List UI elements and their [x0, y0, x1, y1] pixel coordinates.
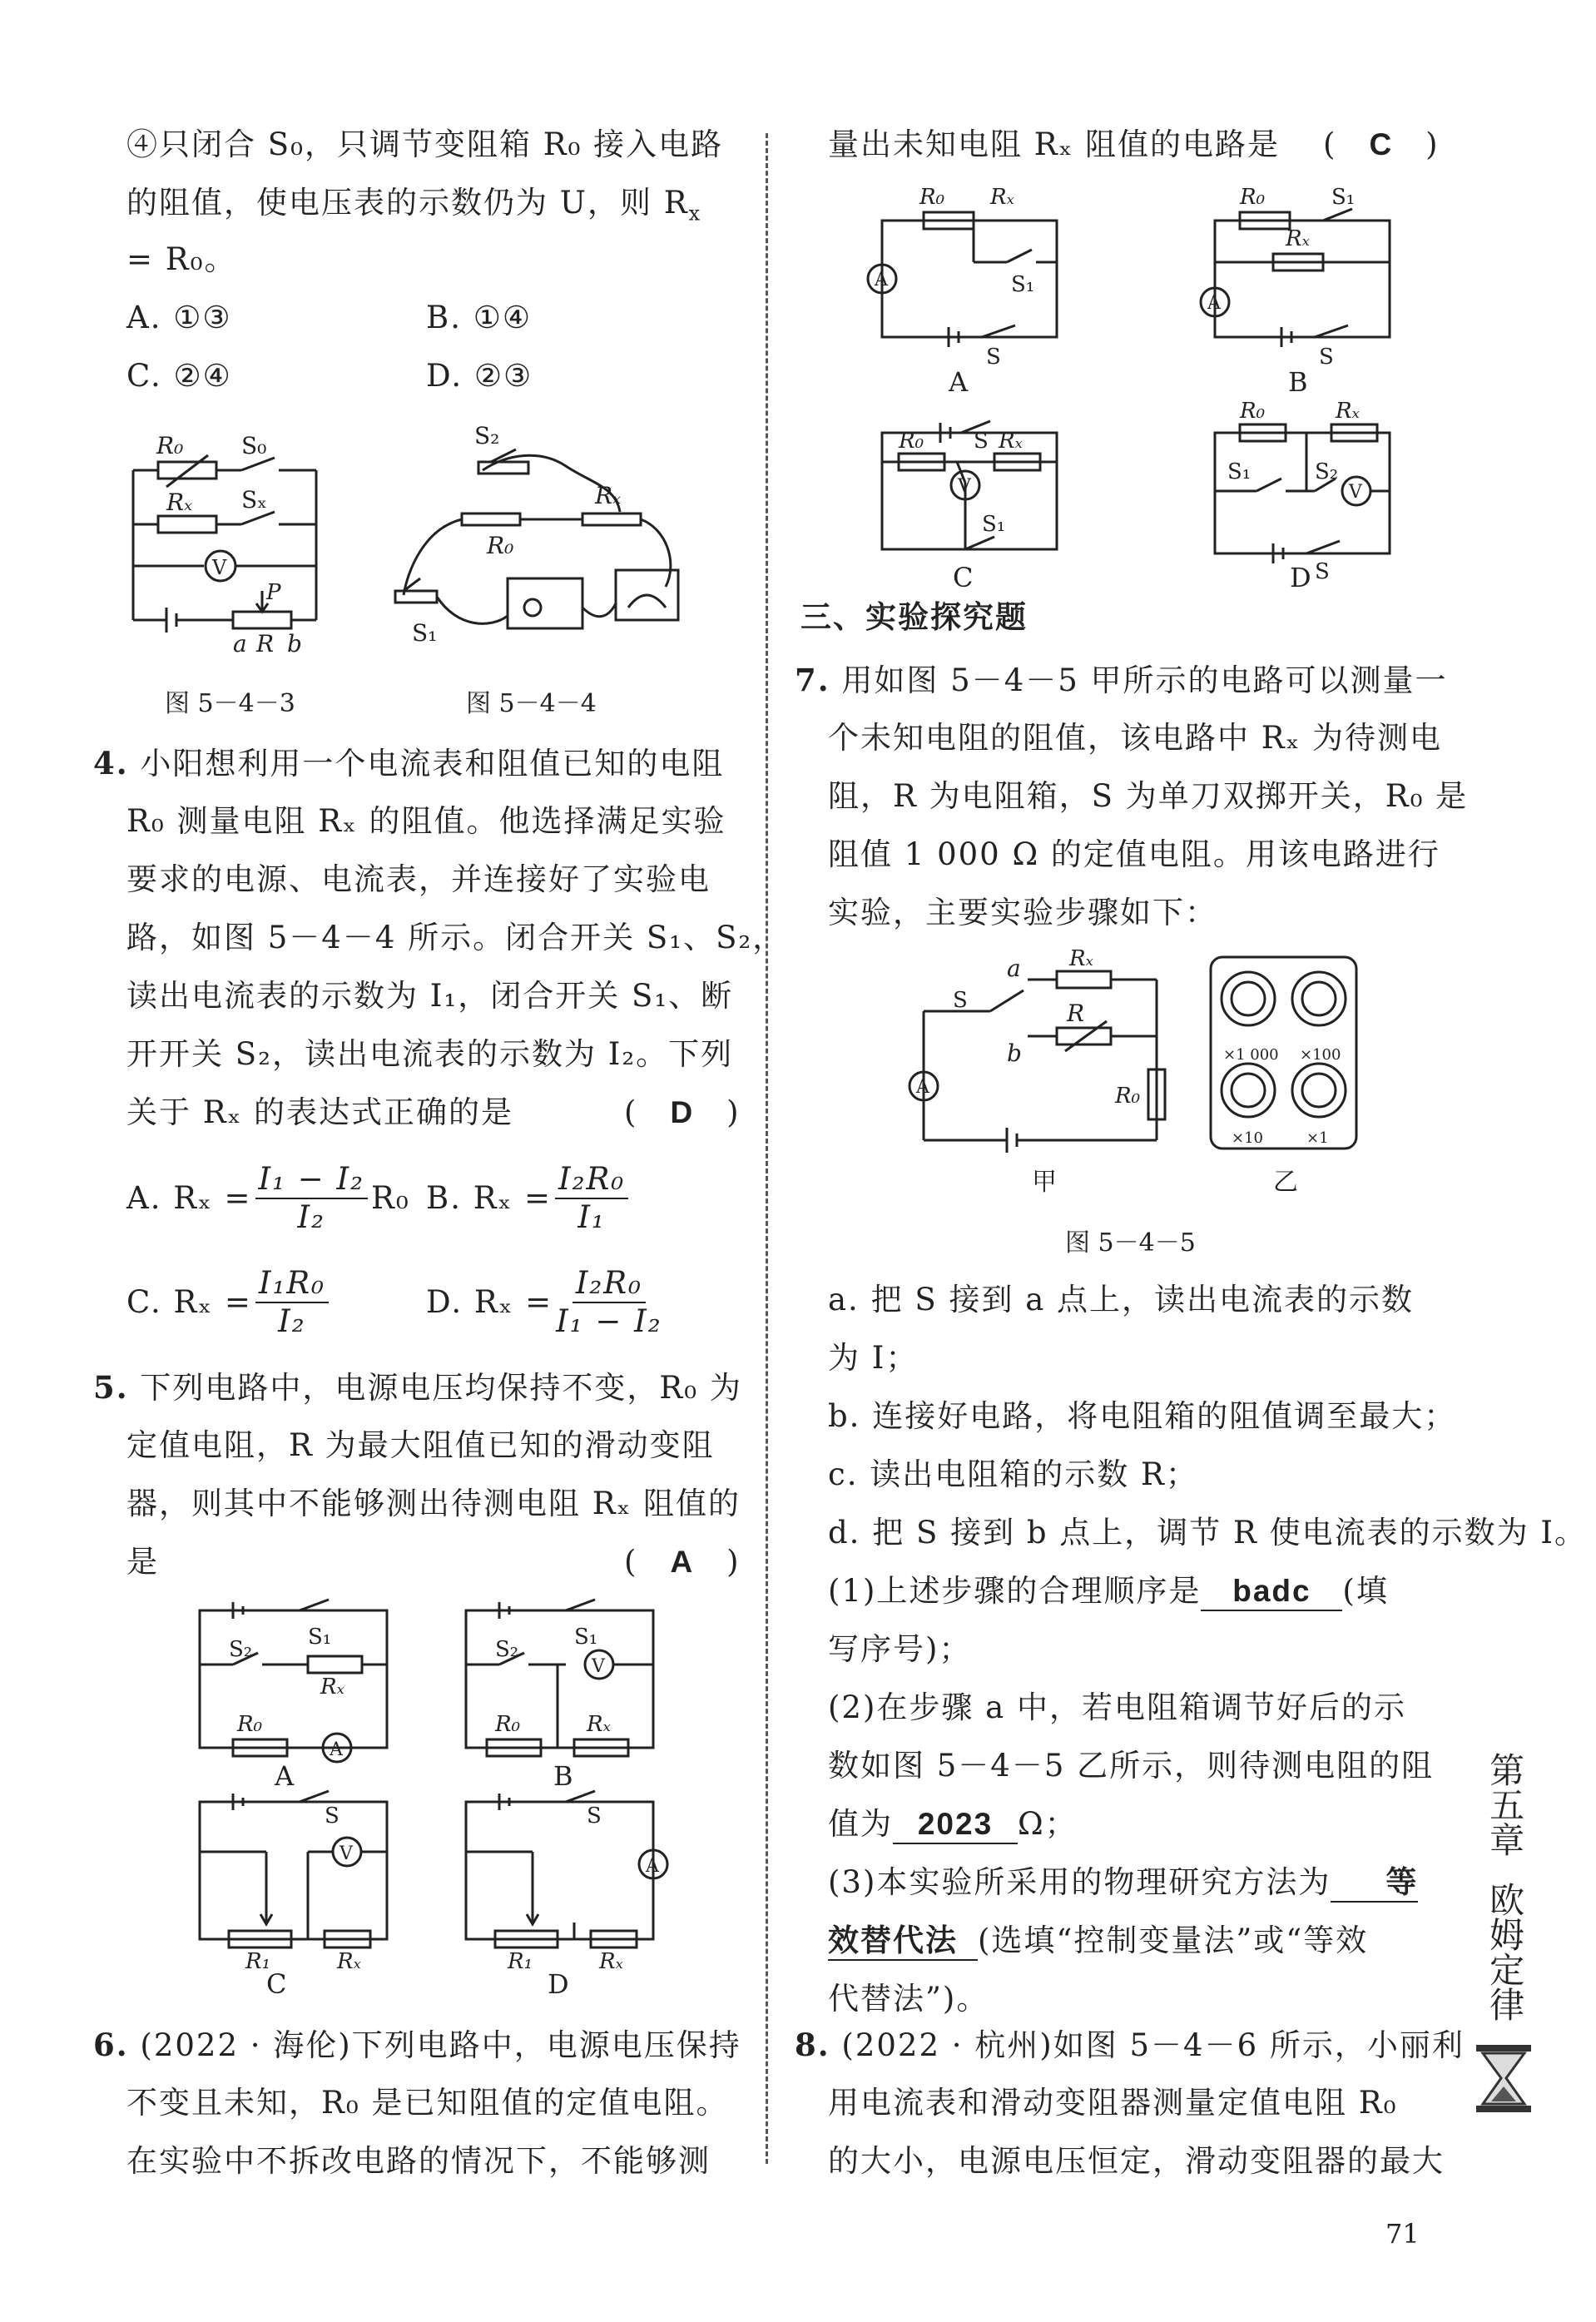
q5b-option-label: B	[553, 1760, 573, 1789]
q6c-rx-label: Rₓ	[999, 429, 1023, 454]
q7-part2-prefix: 值为	[828, 1806, 893, 1842]
figure-5-4-3-caption: 图 5－4－3	[165, 689, 295, 718]
q4-option-b-denominator: I₁	[577, 1199, 606, 1236]
q4-option-c-label: C. Rₓ =	[126, 1284, 252, 1321]
q5d-rx-label: Rₓ	[599, 1949, 623, 1974]
q7-part2-line1: (2)在步骤 a 中，若电阻箱调节好后的示	[828, 1689, 1406, 1725]
q5a-s1-label: S₁	[308, 1625, 332, 1650]
fig544-r0-label: R₀	[487, 532, 514, 559]
q5-line1-text: 下列电路中，电源电压均保持不变，R₀ 为	[140, 1370, 742, 1406]
fig543-s0-label: S₀	[241, 432, 267, 459]
q7-part3-text: (3)本实验所采用的物理研究方法为	[828, 1864, 1331, 1900]
q6-line1-text: (2022 · 海伦)下列电路中，电源电压保持	[140, 2027, 741, 2063]
q7-part1-tail: (填	[1342, 1573, 1389, 1609]
q4-option-c-numerator: I₁R₀	[255, 1265, 329, 1303]
q5c-rx-label: Rₓ	[337, 1949, 361, 1974]
figure-5-4-5-yi	[1207, 953, 1365, 1194]
q6-line3: 在实验中不拆改电路的情况下，不能够测	[126, 2143, 711, 2179]
box-x100-label: ×100	[1300, 1046, 1341, 1064]
q6a-r0-label: R₀	[919, 185, 944, 210]
q3-option-d: D. ②③	[426, 358, 533, 394]
fig545-rx-label: Rₓ	[1069, 946, 1093, 971]
q4-answer: D	[670, 1095, 695, 1129]
q6-circuit-a	[849, 179, 1073, 395]
q7-line1	[795, 662, 1448, 699]
q7-part3-line1	[828, 1864, 1418, 1903]
fig545-a-label: a	[1007, 955, 1021, 982]
q5-line1	[93, 1369, 742, 1407]
q4-answer-bracket: ( D )	[624, 1094, 741, 1130]
q7-part3-line3: 代替法”)。	[828, 1981, 989, 2017]
q7-line4: 阻值 1 000 Ω 的定值电阻。用该电路进行	[828, 836, 1440, 872]
page-number: 71	[1385, 2218, 1420, 2250]
fig544-s2-label: S₂	[474, 422, 500, 449]
fig543-sx-label: Sₓ	[241, 486, 268, 514]
q6-circuit-b	[1190, 179, 1415, 395]
hourglass-icon	[1475, 2043, 1533, 2114]
fig545-r0-label: R₀	[1115, 1084, 1140, 1109]
q6-circuit-c	[849, 399, 1073, 591]
q5d-s-label: S	[587, 1804, 602, 1828]
fig545-jia-label: 甲	[1032, 1168, 1057, 1194]
q6b-s-label: S	[1319, 345, 1334, 370]
q5-circuit-b	[449, 1598, 674, 1789]
q5-answer-bracket: ( A )	[624, 1544, 741, 1580]
q4-option-d-label: D. Rₓ =	[426, 1284, 553, 1321]
fig543-rx-label: Rₓ	[166, 489, 193, 516]
q6-line1	[93, 2027, 741, 2064]
q6d-s2-label: S₂	[1315, 459, 1339, 484]
q6-answer-bracket: ( C )	[1323, 127, 1440, 162]
q6b-option-label: B	[1288, 366, 1308, 395]
q5-line3: 器，则其中不能够测出待测电阻 Rₓ 阻值的	[126, 1486, 741, 1521]
q3-option-c: C. ②④	[126, 358, 232, 394]
q7-step-a-line2: 为 I；	[828, 1340, 919, 1376]
q4-option-c-denominator: I₂	[278, 1303, 306, 1340]
q7-part1-answer: badc	[1201, 1573, 1342, 1611]
q4-option-b-numerator: I₂R₀	[555, 1161, 628, 1199]
q7-part2-line3	[828, 1806, 1078, 1844]
q6d-s-label: S	[1315, 559, 1330, 584]
q4-line1	[93, 745, 724, 782]
q6c-s-label: S	[974, 429, 989, 454]
q6-number: 6.	[93, 2027, 129, 2063]
fig545-ammeter-label: A	[916, 1077, 929, 1098]
q5b-rx-label: Rₓ	[587, 1712, 611, 1737]
figure-5-4-4-caption: 图 5－4－4	[466, 689, 597, 718]
q7-step-a-line1: a. 把 S 接到 a 点上，读出电流表的示数	[828, 1282, 1415, 1317]
q4-number: 4.	[93, 745, 129, 781]
q5-circuit-d	[449, 1789, 674, 1997]
q7-part1-line2: 写序号)；	[828, 1631, 972, 1667]
q5c-voltmeter-label: V	[340, 1843, 353, 1864]
fig543-voltmeter-label: V	[212, 556, 227, 579]
q5a-rx-label: Rₓ	[320, 1675, 344, 1699]
q4-line7: 关于 Rₓ 的表达式正确的是	[126, 1094, 514, 1130]
q4-option-a-denominator: I₂	[297, 1199, 325, 1236]
fig544-s1-label: S₁	[412, 619, 438, 647]
q6a-option-label: A	[949, 366, 969, 395]
q8-line2: 用电流表和滑动变阻器测量定值电阻 R₀	[828, 2085, 1398, 2121]
fig543-p-label: P	[266, 580, 281, 605]
q7-step-c: c. 读出电阻箱的示数 R；	[828, 1456, 1198, 1492]
q6-line2: 不变且未知，R₀ 是已知阻值的定值电阻。	[126, 2085, 729, 2121]
q5a-ammeter-label: A	[330, 1739, 343, 1760]
figure-5-4-4	[391, 420, 691, 657]
q7-step-d: d. 把 S 接到 b 点上，调节 R 使电流表的示数为 I。	[828, 1515, 1588, 1550]
q4-option-a	[126, 1161, 410, 1237]
q7-line1-text: 用如图 5－4－5 甲所示的电路可以测量一	[841, 662, 1448, 698]
q5a-option-label: A	[275, 1760, 295, 1789]
q5-circuit-a	[183, 1598, 408, 1789]
q6-tail-line: 量出未知电阻 Rₓ 阻值的电路是	[828, 127, 1281, 162]
q6b-r0-label: R₀	[1240, 185, 1265, 210]
q3-line1: ④只闭合 S₀，只调节变阻箱 R₀ 接入电路	[126, 127, 724, 162]
q6d-voltmeter-label: V	[1349, 482, 1362, 503]
q5c-s-label: S	[325, 1804, 340, 1828]
q8-line3: 的大小，电源电压恒定，滑动变阻器的最大	[828, 2143, 1445, 2179]
q6b-rx-label: Rₓ	[1286, 226, 1310, 251]
q4-line4: 路，如图 5－4－4 所示。闭合开关 S₁、S₂，	[126, 920, 786, 955]
q7-line2: 个未知电阻的阻值，该电路中 Rₓ 为待测电	[828, 720, 1443, 756]
q4-option-a-tail: R₀	[370, 1180, 410, 1217]
q6c-voltmeter-label: V	[958, 476, 971, 497]
q3-line2-sub: x	[688, 201, 702, 226]
q6a-rx-label: Rₓ	[990, 185, 1014, 210]
q6d-rx-label: Rₓ	[1336, 399, 1360, 424]
fig543-a-label: a	[233, 630, 247, 653]
q7-part2-line2: 数如图 5－4－5 乙所示，则待测电阻的阻	[828, 1748, 1435, 1784]
q4-option-a-numerator: I₁ − I₂	[255, 1161, 368, 1199]
chapter-title: 欧姆定律	[1484, 1882, 1526, 2022]
q5-circuit-c	[183, 1789, 408, 1997]
q4-line5: 读出电流表的示数为 I₁，闭合开关 S₁、断	[126, 978, 734, 1014]
q6c-option-label: C	[953, 562, 974, 591]
q4-option-d-numerator: I₂R₀	[572, 1265, 646, 1303]
q7-number: 7.	[795, 662, 830, 698]
q7-part3-answer-part2: 效替代法	[828, 1923, 978, 1961]
q5-answer: A	[670, 1545, 695, 1579]
q7-part3-options: (选填“控制变量法”或“等效	[978, 1923, 1369, 1958]
chapter-side-tab	[1481, 1752, 1528, 2022]
q6c-r0-label: R₀	[899, 429, 924, 454]
q5d-option-label: D	[548, 1968, 569, 1997]
box-x10-label: ×10	[1232, 1129, 1263, 1147]
q7-line5: 实验，主要实验步骤如下：	[828, 895, 1217, 930]
fig543-b-label: b	[287, 630, 302, 653]
q6a-s1-label: S₁	[1011, 272, 1035, 297]
q6a-s-label: S	[986, 345, 1001, 370]
q6-circuit-d	[1190, 399, 1415, 591]
q4-line3: 要求的电源、电流表，并连接好了实验电	[126, 861, 711, 897]
q8-line1-text: (2022 · 杭州)如图 5－4－6 所示，小丽利	[841, 2027, 1465, 2063]
figure-5-4-3	[116, 420, 333, 653]
q7-part1-text: (1)上述步骤的合理顺序是	[828, 1573, 1202, 1609]
q7-part2-answer: 2023	[893, 1806, 1018, 1844]
q4-option-b	[426, 1161, 632, 1237]
q5-line4: 是	[126, 1544, 159, 1580]
q7-part3-line2	[828, 1923, 1368, 1961]
q8-number: 8.	[795, 2027, 830, 2063]
q5-number: 5.	[93, 1369, 129, 1406]
box-x1-label: ×1	[1306, 1129, 1329, 1147]
q5d-r1-label: R₁	[508, 1949, 533, 1974]
q6b-s1-label: S₁	[1331, 185, 1356, 210]
q6b-ammeter-label: A	[1207, 293, 1221, 314]
q3-line2	[126, 185, 701, 226]
section-heading: 三、实验探究题	[800, 599, 1028, 635]
q7-line3: 阻，R 为电阻箱，S 为单刀双掷开关，R₀ 是	[828, 778, 1469, 814]
fig545-yi-label: 乙	[1273, 1168, 1298, 1194]
q7-part1-line1	[828, 1573, 1389, 1611]
q6a-ammeter-label: A	[875, 270, 888, 290]
figure-5-4-5-caption: 图 5－4－5	[1065, 1228, 1196, 1258]
fig544-rx-label: Rₓ	[595, 482, 622, 509]
q3-line2-text: 的阻值，使电压表的示数仍为 U，则 R	[126, 185, 689, 221]
q8-line1	[795, 2027, 1465, 2064]
box-x1000-label: ×1 000	[1223, 1046, 1279, 1064]
q5c-option-label: C	[266, 1968, 287, 1997]
q6d-s1-label: S₁	[1227, 459, 1252, 484]
q5a-r0-label: R₀	[237, 1712, 262, 1737]
q4-option-d-denominator: I₁ − I₂	[556, 1303, 662, 1340]
fig545-b-label: b	[1007, 1039, 1022, 1067]
q5a-s2-label: S₂	[229, 1637, 253, 1662]
column-divider	[766, 133, 768, 2164]
q5d-ammeter-label: A	[646, 1856, 659, 1877]
fig543-r-label: R	[256, 630, 275, 653]
q5b-voltmeter-label: V	[592, 1656, 605, 1677]
q5-line2: 定值电阻，R 为最大阻值已知的滑动变阻	[126, 1427, 715, 1463]
fig545-s-label: S	[953, 988, 968, 1013]
q4-line2: R₀ 测量电阻 Rₓ 的阻值。他选择满足实验	[126, 803, 726, 839]
q3-option-b: B. ①④	[426, 300, 533, 335]
q7-step-b: b. 连接好电路，将电阻箱的阻值调至最大；	[828, 1398, 1457, 1434]
chapter-label: 第五章	[1484, 1752, 1526, 1857]
figure-5-4-5-jia	[890, 945, 1182, 1194]
q6d-option-label: D	[1290, 562, 1311, 591]
q3-option-a: A. ①③	[126, 300, 232, 335]
fig545-r-label: R	[1067, 1000, 1085, 1027]
q5b-s1-label: S₁	[574, 1625, 598, 1650]
q4-option-b-label: B. Rₓ =	[426, 1180, 553, 1217]
q5b-s2-label: S₂	[495, 1637, 519, 1662]
q6c-s1-label: S₁	[982, 512, 1006, 537]
fig543-r0-label: R₀	[156, 432, 184, 459]
q4-option-a-label: A. Rₓ =	[126, 1180, 252, 1217]
q6-answer: C	[1369, 127, 1394, 161]
q6d-r0-label: R₀	[1240, 399, 1265, 424]
q5b-r0-label: R₀	[495, 1712, 520, 1737]
q4-line6: 开开关 S₂，读出电流表的示数为 I₂。下列	[126, 1036, 734, 1072]
q3-line3: = R₀。	[126, 241, 237, 277]
q7-part2-unit: Ω；	[1018, 1806, 1078, 1842]
q5c-r1-label: R₁	[245, 1949, 270, 1974]
q7-part3-answer-part1: 等	[1331, 1864, 1418, 1903]
q4-line1-text: 小阳想利用一个电流表和阻值已知的电阻	[140, 746, 725, 781]
q4-option-d	[426, 1265, 666, 1341]
q4-option-c	[126, 1265, 332, 1341]
